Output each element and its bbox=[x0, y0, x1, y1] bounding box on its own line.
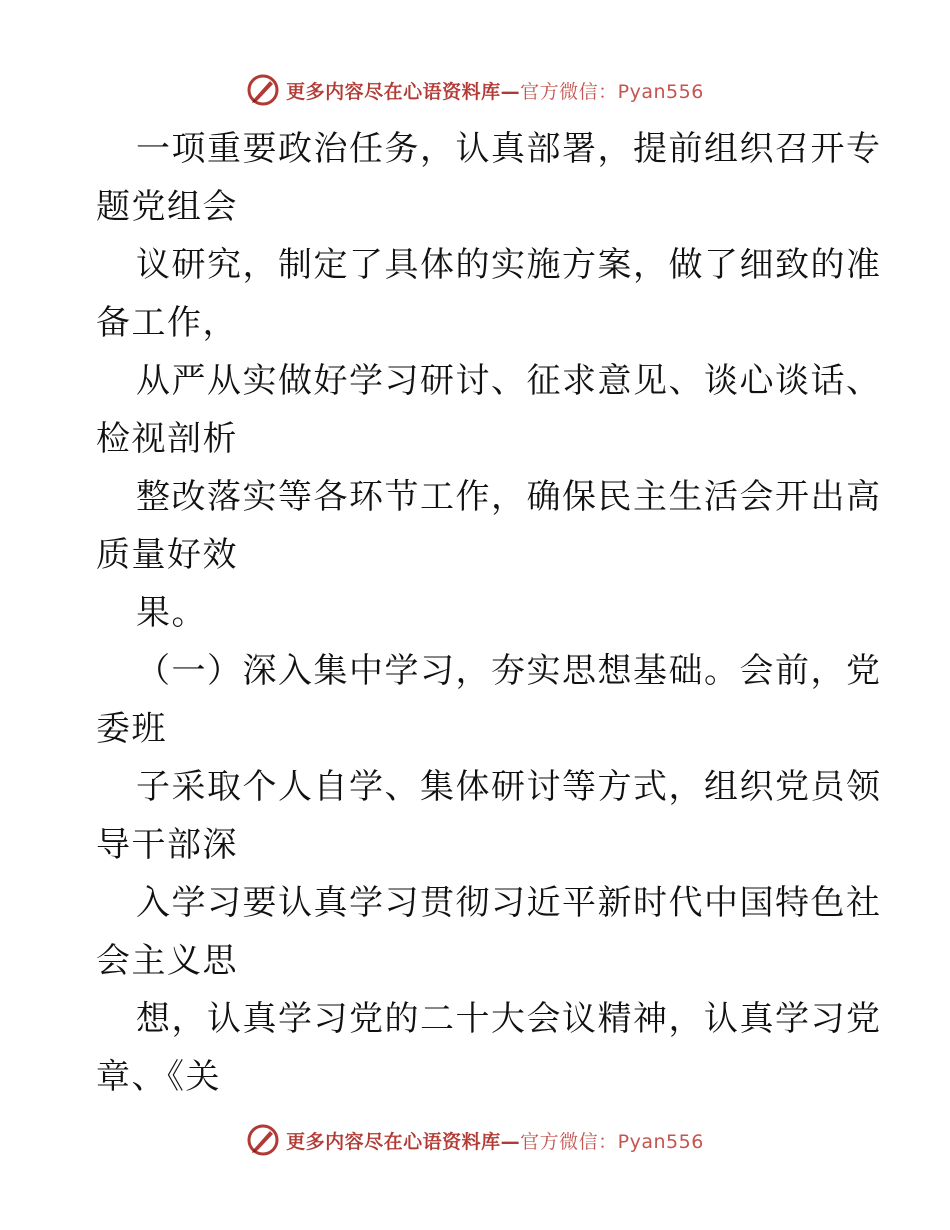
text-line: 章、《关 bbox=[96, 1057, 221, 1097]
text-line: 整改落实等各环节工作，确保民主生活会开出高 bbox=[136, 477, 882, 517]
text-line: （一）深入集中学习，夯实思想基础。会前，党 bbox=[136, 651, 882, 691]
text-line: 从严从实做好学习研讨、征求意见、谈心谈话、 bbox=[136, 361, 882, 401]
text-line: 备工作， bbox=[96, 303, 238, 343]
text-line: 题党组会 bbox=[96, 187, 238, 227]
pen-logo-icon bbox=[246, 1123, 280, 1157]
text-line: 一项重要政治任务，认真部署，提前组织召开专 bbox=[136, 129, 882, 169]
text-line: 议研究，制定了具体的实施方案，做了细致的准 bbox=[136, 245, 882, 285]
text-line: 想，认真学习党的二十大会议精神，认真学习党 bbox=[136, 999, 882, 1039]
text-line: 入学习要认真学习贯彻习近平新时代中国特色社 bbox=[136, 883, 882, 923]
footer-watermark bbox=[0, 1120, 950, 1160]
text-line: 检视剖析 bbox=[96, 419, 238, 459]
text-line: 会主义思 bbox=[96, 941, 238, 981]
text-line: 委班 bbox=[96, 709, 167, 749]
pen-logo-icon bbox=[246, 73, 280, 107]
text-line: 果。 bbox=[136, 593, 207, 633]
footer-banner-text: 更多内容尽在心语资料库—官方微信：Pyan556 bbox=[286, 1130, 704, 1153]
document-body bbox=[96, 120, 882, 1106]
text-line: 质量好效 bbox=[96, 535, 238, 575]
header-watermark bbox=[0, 70, 950, 110]
text-line: 子采取个人自学、集体研讨等方式，组织党员领 bbox=[136, 767, 882, 807]
text-line: 导干部深 bbox=[96, 825, 238, 865]
header-banner-text: 更多内容尽在心语资料库—官方微信：Pyan556 bbox=[286, 80, 704, 103]
